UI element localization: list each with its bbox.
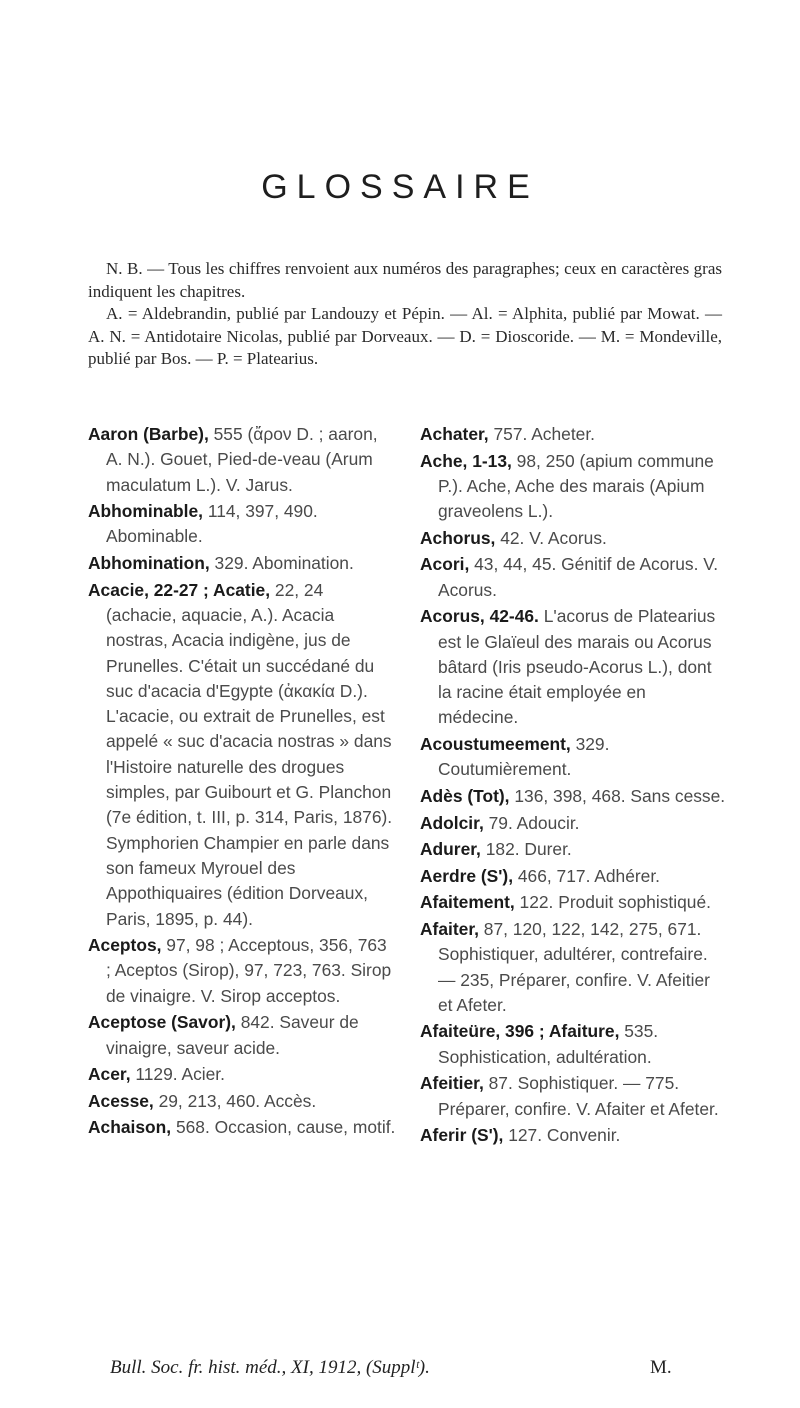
entry-headword: Adolcir, <box>420 812 484 833</box>
glossary-entry <box>420 1123 726 1148</box>
signature-mark: M. <box>650 1357 672 1378</box>
glossary-entry <box>420 552 726 603</box>
glossary-entry <box>88 422 396 498</box>
entry-definition: 1129. Acier. <box>130 1064 225 1085</box>
entry-definition: 757. Acheter. <box>488 424 595 444</box>
entry-headword: Aerdre (S'), <box>420 865 514 886</box>
entry-definition: 568. Occasion, cause, motif. <box>171 1117 396 1138</box>
entry-headword: Afaitement, <box>420 892 515 913</box>
entry-headword: Abhomination, <box>88 553 210 574</box>
entry-headword: Abhominable, <box>88 501 203 522</box>
entry-definition: 98, 250 (apium commune P.). Ache, Ache des marais (Apium graveolens L.). <box>438 450 714 522</box>
note-paragraph: N. B. — Tous les chiffres renvoient aux numéros des paragraphes; ceux en caractères gras indiquent les chapitres. <box>88 259 722 301</box>
entry-headword: Achaison, <box>88 1117 172 1138</box>
note-paragraph: A. = Aldebrandin, publié par Landouzy et Pépin. — Al. = Alphita, publié par Mowat. — A. N. = Antidotaire Nicolas, publié par Dorveaux. — D. = Dioscoride. — M. = Mondeville, publié par Bos. — P. = Platearius. <box>88 304 722 368</box>
entry-headword: Aferir (S'), <box>420 1125 504 1146</box>
glossary-entry <box>420 811 726 836</box>
glossary-right-column <box>420 422 726 1150</box>
entry-headword: Achater, <box>420 424 489 444</box>
entry-definition: 43, 44, 45. Génitif de Acorus. V. Acorus. <box>438 554 719 600</box>
preface-notes <box>88 258 722 371</box>
glossary-entry <box>88 933 396 1009</box>
entry-definition: 555 (ἄρον D. ; aaron, A. N.). Gouet, Pied-de-veau (Arum maculatum L.). V. Jarus. <box>106 424 378 495</box>
entry-definition: 136, 398, 468. Sans cesse. <box>509 785 726 806</box>
entry-headword: Achorus, <box>420 527 496 548</box>
entry-definition: 466, 717. Adhérer. <box>513 865 661 886</box>
entry-headword: Afaiteüre, 396 ; Afaiture, <box>420 1021 620 1042</box>
glossary-left-column <box>88 422 396 1142</box>
entry-definition: 535. Sophistication, adultération. <box>438 1021 659 1067</box>
entry-definition: 114, 397, 490. Abominable. <box>106 501 318 547</box>
glossary-entry <box>88 551 396 576</box>
entry-definition: 329. Abomination. <box>209 553 354 574</box>
glossary-entry <box>420 604 726 730</box>
entry-definition: 22, 24 (achacie, aquacie, A.). Acacia nostras, Acacia indigène, jus de Prunelles. C'était un succédané du suc d'acacia d'Egypte (ἀκακία D.). L'acacie, ou extrait de Prunelles, est appelé « suc d'acacia nostras » dans l'Histoire naturelle des drogues simples, par Guibourt et G. Planchon (7e édition, t. III, p. 314, Paris, 1876). Symphorien Champier en parle dans son fameux Myrouel des Appothiquaires (édition Dorveaux, Paris, 1895, p. 44). <box>106 579 393 929</box>
entry-headword: Aaron (Barbe), <box>88 424 209 444</box>
entry-headword: Acoustumeement, <box>420 734 571 755</box>
entry-headword: Afaiter, <box>420 918 479 939</box>
glossary-entry <box>420 1071 726 1122</box>
page-title: GLOSSAIRE <box>261 168 539 206</box>
entry-definition: 42. V. Acorus. <box>495 527 607 548</box>
entry-headword: Acorus, 42-46. <box>420 606 539 627</box>
glossary-entry <box>420 864 726 889</box>
entry-headword: Aceptos, <box>88 935 162 956</box>
glossary-entry <box>88 1062 396 1087</box>
entry-definition: 87. Sophistiquer. — 775. Préparer, confire. V. Afaiter et Afeter. <box>438 1073 719 1119</box>
glossary-entry <box>420 732 726 783</box>
entry-definition: 29, 213, 460. Accès. <box>153 1090 317 1111</box>
glossary-entry <box>420 526 726 551</box>
glossary-entry <box>88 1115 396 1140</box>
entry-headword: Aceptose (Savor), <box>88 1012 236 1033</box>
glossary-entry <box>420 917 726 1018</box>
glossary-entry <box>420 449 726 525</box>
entry-definition: 182. Durer. <box>480 839 572 860</box>
page-footer <box>110 1357 710 1379</box>
glossary-entry <box>88 1010 396 1061</box>
entry-definition: 329. Coutumièrement. <box>438 734 610 780</box>
entry-headword: Adès (Tot), <box>420 785 510 806</box>
entry-headword: Afeitier, <box>420 1073 484 1094</box>
glossary-entry <box>88 578 396 932</box>
entry-headword: Acori, <box>420 554 470 575</box>
entry-definition: 79. Adoucir. <box>483 812 580 833</box>
journal-citation: Bull. Soc. fr. hist. méd., XI, 1912, (Supplᵗ). <box>110 1357 430 1378</box>
glossary-entry <box>420 890 726 915</box>
entry-definition: 97, 98 ; Acceptous, 356, 763 ; Aceptos (Sirop), 97, 723, 763. Sirop de vinaigre. V. Sirop acceptos. <box>106 935 392 1006</box>
entry-headword: Acacie, 22-27 ; Acatie, <box>88 579 271 600</box>
glossary-entry <box>420 1019 726 1070</box>
entry-headword: Adurer, <box>420 839 481 860</box>
glossary-entry <box>420 784 726 809</box>
entry-headword: Ache, 1-13, <box>420 450 512 471</box>
glossary-entry <box>420 837 726 862</box>
glossary-entry <box>88 1089 396 1114</box>
entry-headword: Acer, <box>88 1064 131 1085</box>
entry-definition: L'acorus de Platearius est le Glaïeul des marais ou Acorus bâtard (Iris pseudo-Acorus L.), dont la racine était employée en médecine. <box>438 606 716 728</box>
glossary-entry <box>88 499 396 550</box>
entry-definition: 842. Saveur de vinaigre, saveur acide. <box>106 1012 359 1058</box>
entry-definition: 122. Produit sophistiqué. <box>514 892 711 913</box>
entry-headword: Acesse, <box>88 1090 154 1111</box>
glossary-entry <box>420 422 726 447</box>
entry-definition: 127. Convenir. <box>503 1125 621 1146</box>
entry-definition: 87, 120, 122, 142, 275, 671. Sophistiquer, adultérer, contrefaire. — 235, Préparer, confire. V. Afeitier et Afeter. <box>438 918 710 1015</box>
